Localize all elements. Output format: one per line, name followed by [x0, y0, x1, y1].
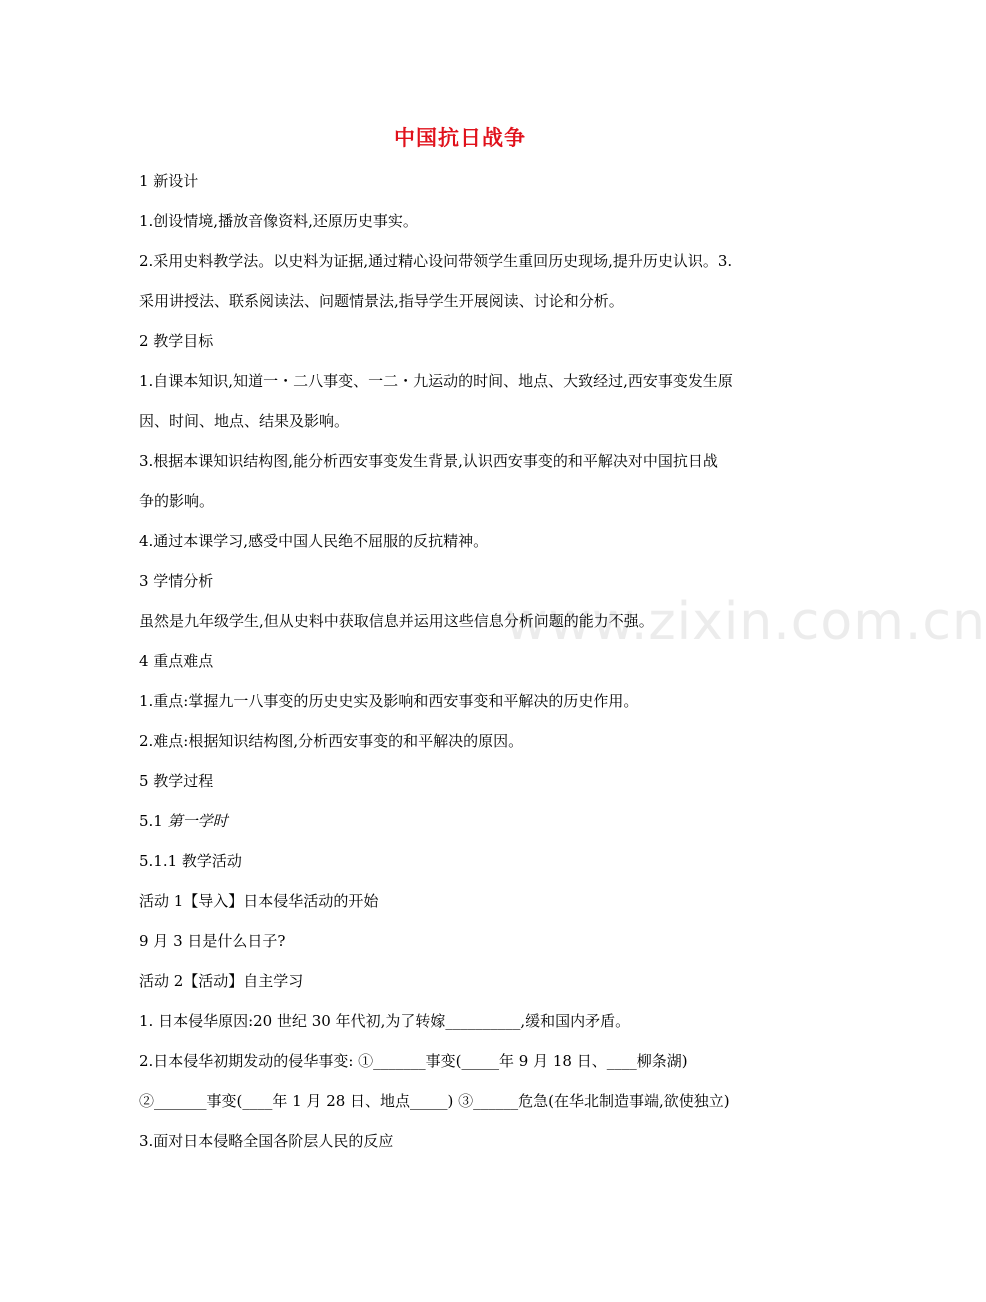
paragraph-line: 2.难点:根据知识结构图,分析西安事变的和平解决的原因。 — [139, 732, 524, 750]
paragraph-line: 1.创设情境,播放音像资料,还原历史事实。 — [139, 212, 418, 230]
section-heading-process: 5 教学过程 — [139, 772, 214, 790]
paragraph-line: 虽然是九年级学生,但从史料中获取信息并运用这些信息分析问题的能力不强。 — [139, 612, 654, 630]
paragraph-line: 1.自课本知识,知道一・二八事变、一二・九运动的时间、地点、大致经过,西安事变发生原 — [139, 372, 733, 390]
paragraph-line: 4.通过本课学习,感受中国人民绝不屈服的反抗精神。 — [139, 532, 489, 550]
paragraph-line: 3.面对日本侵略全国各阶层人民的反应 — [139, 1132, 394, 1150]
section-heading-analysis: 3 学情分析 — [139, 572, 214, 590]
subsection-title: 第一学时 — [167, 812, 228, 830]
fill-blank-line: 1. 日本侵华原因:20 世纪 30 年代初,为了转嫁__________,缓和国内矛盾。 — [139, 1012, 631, 1030]
paragraph-line: 1.重点:掌握九一八事变的历史史实及影响和西安事变和平解决的历史作用。 — [139, 692, 639, 710]
subsection-heading-5-1-1: 5.1.1 教学活动 — [139, 852, 242, 870]
paragraph-line: 3.根据本课知识结构图,能分析西安事变发生背景,认识西安事变的和平解决对中国抗日战 — [139, 452, 718, 470]
paragraph-line: 9 月 3 日是什么日子? — [139, 932, 286, 950]
paragraph-line: 采用讲授法、联系阅读法、问题情景法,指导学生开展阅读、讨论和分析。 — [139, 292, 624, 310]
paragraph-line: 争的影响。 — [139, 492, 215, 510]
paragraph-line: 因、时间、地点、结果及影响。 — [139, 412, 350, 430]
watermark: www.zixin.com.cn — [505, 592, 986, 652]
subsection-number: 5.1 — [139, 812, 163, 830]
activity-heading: 活动 2【活动】自主学习 — [139, 972, 304, 990]
section-heading-new-design: 1 新设计 — [139, 172, 199, 190]
fill-blank-line: ②_______事变(____年 1 月 28 日、地点_____) ③______危急(在华北制造事端,欲使独立) — [139, 1092, 730, 1110]
document-title: 中国抗日战争 — [394, 126, 526, 150]
activity-heading: 活动 1【导入】日本侵华活动的开始 — [139, 892, 379, 910]
section-heading-objectives: 2 教学目标 — [139, 332, 214, 350]
paragraph-line: 2.采用史料教学法。以史料为证据,通过精心设问带领学生重回历史现场,提升历史认识。3. — [139, 252, 733, 270]
fill-blank-line: 2.日本侵华初期发动的侵华事变: ①_______事变(_____年 9 月 18 日、____柳条湖) — [139, 1052, 688, 1070]
subsection-heading-5-1 — [139, 811, 228, 831]
section-heading-key-points: 4 重点难点 — [139, 652, 214, 670]
